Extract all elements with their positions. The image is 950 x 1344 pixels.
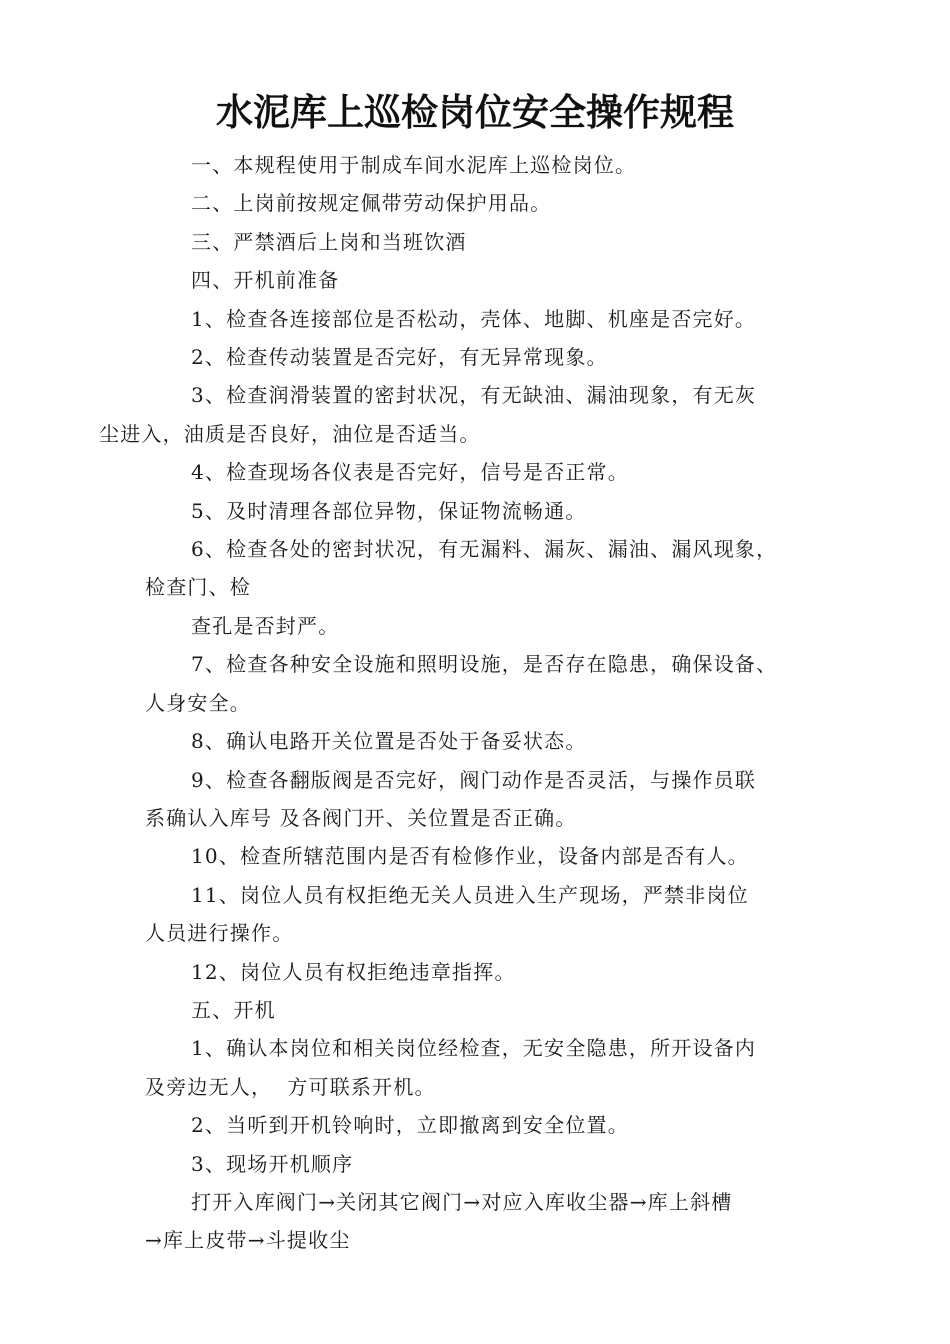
paragraph-line: 查孔是否封严。: [191, 613, 340, 638]
paragraph-line: 2、检查传动装置是否完好，有无异常现象。: [191, 345, 608, 370]
paragraph-line: 9、检查各翻版阀是否完好，阀门动作是否灵活，与操作员联: [191, 767, 757, 792]
document-body: [99, 146, 825, 1260]
paragraph-line: 5、及时清理各部位异物，保证物流畅通。: [191, 498, 587, 523]
paragraph-6: [145, 338, 825, 376]
paragraph-10: [145, 530, 825, 607]
paragraph-line: 11、岗位人员有权拒绝无关人员进入生产现场，严禁非岗位: [191, 882, 749, 907]
paragraph-20: [145, 1106, 825, 1144]
paragraph-line: 2、当听到开机铃响时，立即撤离到安全位置。: [191, 1113, 629, 1138]
paragraph-12: [145, 645, 825, 722]
paragraph-line: 1、检查各连接部位是否松动，壳体、地脚、机座是否完好。: [191, 306, 757, 331]
paragraph-18: [145, 991, 825, 1029]
document-title: 水泥库上巡检岗位安全操作规程: [216, 90, 734, 134]
paragraph-11: [145, 607, 825, 645]
paragraph-line: →库上皮带→斗提收尘: [145, 1228, 351, 1253]
paragraph-line: 1、确认本岗位和相关岗位经检查，无安全隐患，所开设备内: [191, 1036, 757, 1061]
paragraph-line: 三、严禁酒后上岗和当班饮酒: [191, 229, 467, 254]
paragraph-line: 打开入库阀门→关闭其它阀门→对应入库收尘器→库上斜槽: [191, 1189, 733, 1214]
paragraph-line: 4、检查现场各仪表是否完好，信号是否正常。: [191, 460, 629, 485]
paragraph-line: 检查门、检: [145, 575, 251, 600]
paragraph-line: 人员进行操作。: [145, 921, 294, 946]
paragraph-line: 12、岗位人员有权拒绝违章指挥。: [191, 959, 516, 984]
paragraph-9: [145, 492, 825, 530]
paragraph-7: [99, 376, 825, 453]
paragraph-19: [145, 1029, 825, 1106]
paragraph-13: [145, 722, 825, 760]
paragraph-line: 10、检查所辖范围内是否有检修作业，设备内部是否有人。: [191, 844, 749, 869]
paragraph-4: [145, 261, 825, 299]
paragraph-8: [145, 453, 825, 491]
paragraph-21: [145, 1145, 825, 1183]
paragraph-3: [145, 223, 825, 261]
paragraph-line: 7、检查各种安全设施和照明设施，是否存在隐患，确保设备、: [191, 652, 778, 677]
paragraph-1: [145, 146, 825, 184]
paragraph-15: [145, 837, 825, 875]
paragraph-line: 3、检查润滑装置的密封状况，有无缺油、漏油现象，有无灰: [191, 383, 757, 408]
paragraph-22: [145, 1183, 825, 1260]
paragraph-line: 3、现场开机顺序: [191, 1151, 354, 1176]
paragraph-5: [145, 300, 825, 338]
paragraph-line: 一、本规程使用于制成车间水泥库上巡检岗位。: [191, 153, 637, 177]
paragraph-16: [145, 876, 825, 953]
paragraph-line: 四、开机前准备: [191, 268, 340, 293]
paragraph-17: [145, 953, 825, 991]
paragraph-14: [145, 761, 825, 838]
paragraph-2: [145, 184, 825, 222]
paragraph-line: 尘进入，油质是否良好，油位是否适当。: [99, 421, 481, 446]
paragraph-line: 人身安全。: [145, 690, 251, 715]
paragraph-line: 系确认入库号 及各阀门开、关位置是否正确。: [145, 805, 577, 830]
paragraph-line: 五、开机: [191, 997, 276, 1022]
paragraph-line: 及旁边无人， 方可联系开机。: [145, 1074, 436, 1099]
paragraph-line: 二、上岗前按规定佩带劳动保护用品。: [191, 191, 552, 216]
paragraph-line: 6、检查各处的密封状况，有无漏料、漏灰、漏油、漏风现象，: [191, 537, 778, 562]
paragraph-line: 8、确认电路开关位置是否处于备妥状态。: [191, 729, 587, 754]
